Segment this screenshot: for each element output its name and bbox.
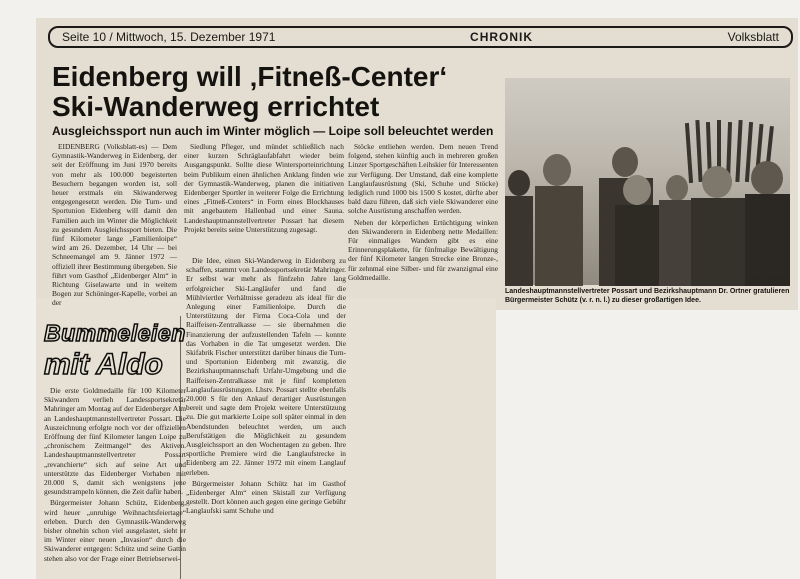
paragraph: Stöcke entliehen werden. Dem neuen Trend folgend, stehen künftig auch in mehreren großen Linzer Sportgeschäften Leihskier für Interessenten zur Verfügung. Der Umstand, daß eine komplette Langlaufausrüstung (Ski, Schuhe und Stöcke) lediglich rund 1000 bis 1500 S kostet, dürfte aber bald dazu führen, daß sich viele Skiwanderer eine solche Ausrüstung anschaffen werden.	[348, 142, 498, 216]
column-text	[44, 386, 186, 579]
article-column-continued	[186, 256, 346, 579]
section-name: CHRONIK	[470, 30, 534, 44]
column-masthead	[44, 318, 184, 382]
paper-name: Volksblatt	[727, 30, 779, 44]
paragraph: Die Idee, einen Ski-Wanderweg in Eidenberg zu schaffen, stammt von Landessportsekretär Mahringer. Er selbst war mehr als fünfzehn Jahre lang erfolgreicher Ski-Langläufer und fand die Mühlviertler Verhältnisse geradezu als ideal für die Anlegung einer Familienloipe. Durch die Unterstützung der Firma Coca-Cola und der Raiffeisen-Zentralkasse — sie übernahmen die Finanzierung der aufzustellenden Tafeln — konnte das Vorhaben in die Tat umgesetzt werden. Die Skifabrik Fischer unterstützt darüber hinaus die Turn- und Sportunion Eidenberg mit zwanzig, die Bezirkshauptmannschaft Urfahr-Umgebung und die Raiffeisen-Zentralkasse mit je fünf kompletten Langlaufausrüstungen. Lhstv. Possart stellte ebenfalls 20.000 S für den Ankauf derartiger Ausrüstungen bereit und sagte dem Projekt weitere Unterstützung zu. Die gut markierte Loipe soll später einmal in den Abendstunden beleuchtet werden, um auch Berufstätigen die Möglichkeit zu gesundem Ausgleichssport an den Wochentagen zu geben. Ihre sportliche Premiere wird die Langlaufstrecke in Eidenberg am 22. Jänner 1972 mit einem Langlauf erleben.	[186, 256, 346, 477]
paragraph: Bürgermeister Johann Schütz hat im Gasthof „Eidenberger Alm“ einen Skistall zur Verfügung gestellt. Dort können auch gegen eine geringe Gebühr Langlaufski samt Schuhe und	[186, 478, 346, 516]
article-headline	[52, 62, 502, 122]
photo-credit: Foto: Volksblatt	[749, 276, 784, 282]
paragraph: EIDENBERG (Volksblatt-es) — Dem Gymnastik-Wanderweg in Eidenberg, der seit der Eröffnung im Juni 1970 bereits von mehr als 100.000 begeisterten Besuchern begangen worden ist, soll heuer erstmals ein Skiwanderweg entgegengesetzt werden. Die Turn- und Sportunion Eidenberg will damit den Familien auch im Winter die Möglichkeit zu gesundem Ausgleichssport bieten. Die fünf Kilometer lange „Familienloipe“ wird am 26. Dezember, 14 Uhr — bei Schneemangel am 9. Jänner 1972 — offiziell ihrer Bestimmung übergeben. Sie führt vom Gasthof „Eidenberger Alm“ in Richtung Giselawarte und in weitem Bogen zur Schöninger-Kapelle, vorbei an der	[52, 142, 177, 308]
paragraph: Siedlung Pfleger, und mündet schließlich nach einer kurzen Schräglaufabfahrt wieder beim Ausgangspunkt. Sollte diese Wintersporteinrichtung beim Publikum einen ähnlichen Anklang finden wie der Gymnastik-Wanderweg, planen die initiativen Eidenberger Sportler in weiterer Folge die Errichtung eines „Fitneß-Centers“ in Form eines Blockhauses mit angebautem Hallenbad und einer Sauna. Landeshauptmannstellvertreter Possart hat diesem Projekt bereits seine Unterstützung zugesagt.	[184, 142, 344, 234]
photo-caption: Landeshauptmannstellvertreter Possart und Bezirkshauptmann Dr. Ortner gratulieren Bürgermeister Schütz (v. r. n. l.) zu dieser großartigen Idee.	[505, 288, 790, 304]
page-date: Seite 10 / Mittwoch, 15. Dezember 1971	[62, 30, 276, 44]
headline-line-1: Eidenberg will ‚Fitneß-Center‘	[52, 61, 448, 92]
paragraph: Bürgermeister Johann Schütz, Eidenberg, wird heuer „unruhige Weihnachtsfeiertage“ erleben. Durch den Gymnastik-Wanderweg bisher ohnehin schon viel ausgelastet, sieht er im Winter einer neuen „Invasion“ durch die Skiwanderer entgegen: Schütz und seine Gattin stehen also vor der Frage einer Betriebserwei-	[44, 498, 186, 563]
column-title-line-2: mit Aldo	[44, 348, 163, 381]
paragraph: Die erste Goldmedaille für 100 Kilometer Skiwandern verlieh Landessportsekretär Mahringer am Montag auf der Eidenberger Alm an Landeshauptmannstellvertreter Possart. Die Auszeichnung erfolgte noch vor der offiziellen Eröffnung der fünf Kilometer langen Loipe zu „chronischem Zeitmangel“ des Aktiven. Landeshauptmannstellvertreter Possart „revanchierte“ sich auf seine Art und unterstützte das Eidenberger Vorhaben mit 20.000 S, damit sich wenigstens jene gesundstrampeln können, die Zeit dafür haben.	[44, 386, 186, 497]
article-column-1	[52, 142, 177, 308]
photo-scene-illustration	[505, 78, 790, 285]
paragraph: Neben der körperlichen Ertüchtigung winken den Skiwanderern in Eidenberg nette Medaillen: Für einmaliges Wandern gibt es eine Erinnerungsplakette, für fünfmalige Bewältigung der fünf Kilometer langen Strecke eine Bronze-, für zehnmal eine Silber- und für zwanzigmal eine Goldmedaille.	[348, 217, 498, 282]
column-title-line-1: Bummeleien	[44, 320, 186, 346]
article-subhead: Ausgleichssport nun auch im Winter möglich — Loipe soll beleuchtet werden	[52, 124, 494, 138]
page-header	[48, 26, 793, 48]
article-column-2	[184, 142, 344, 250]
headline-line-2: Ski-Wanderweg errichtet	[52, 91, 380, 122]
article-column-3	[348, 142, 498, 292]
article-photo	[505, 78, 790, 285]
